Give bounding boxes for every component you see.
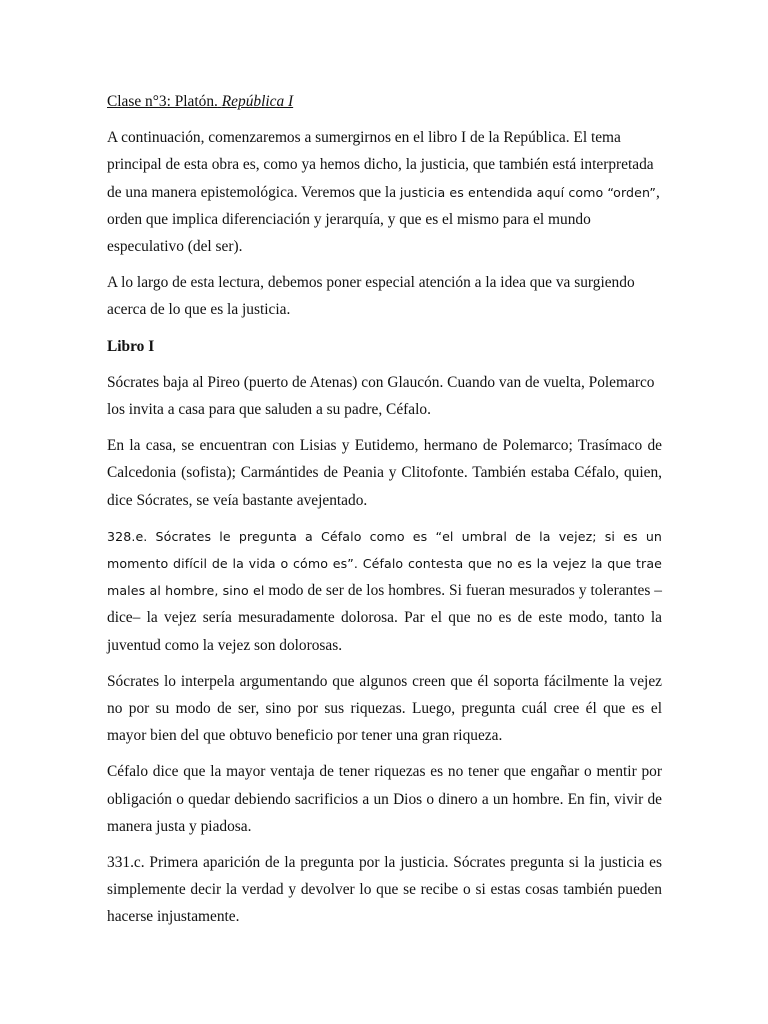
section-paragraph-4: Sócrates lo interpela argumentando que algunos creen que él soporta fácilmente la vejez no por su modo de ser, sino por sus riquezas. Luego, pregunta cuál cree él que es el mayor bien del que obtuvo beneficio por tener una gran riqueza. — [107, 672, 662, 745]
section-p3-part-a: 328.e. Sócrates le pregunta a Céfalo como es “el umbral de la vejez; si es un momento difícil de la vida o cómo es”. Céfalo contesta que no es la vejez la que trae males al hombre, sino el — [107, 528, 662, 599]
section-paragraph-3 — [107, 523, 662, 659]
section-paragraph-1: Sócrates baja al Pireo (puerto de Atenas) con Glaucón. Cuando van de vuelta, Polemarco los invita a casa para que saluden a su padre, Céfalo. — [107, 373, 655, 419]
section-paragraph-5: Céfalo dice que la mayor ventaja de tener riquezas es no tener que engañar o mentir por obligación o quedar debiendo sacrificios a un Dios o dinero a un hombre. En fin, vivir de manera justa y piadosa. — [107, 763, 662, 835]
intro-p1-part-c: , orden que implica diferenciación y jerarquía, y que es el mismo para el mundo especulativo (del ser). — [107, 183, 660, 256]
title-prefix: Clase n°3: Platón. — [107, 93, 218, 110]
intro-p1-part-b: justicia es entendida aquí como “orden” — [399, 184, 656, 200]
document-title — [107, 88, 662, 115]
intro-p1-part-a: A continuación, comenzaremos a sumergirnos en el libro I de la República. El tema principal de esta obra es, como ya hemos dicho, la justicia, que también está interpretada de una manera epistemológica. Veremos que la — [107, 129, 654, 201]
title-work: República I — [221, 93, 294, 110]
document-page — [107, 88, 662, 940]
intro-paragraph-2: A lo largo de esta lectura, debemos poner especial atención a la idea que va surgiendo acerca de lo que es la justicia. — [107, 274, 635, 319]
intro-paragraph-1 — [107, 124, 662, 260]
section-paragraph-6: 331.c. Primera aparición de la pregunta por la justicia. Sócrates pregunta si la justicia es simplemente decir la verdad y devolver lo que se recibe o si estas cosas también pueden hacerse injustamente. — [107, 854, 662, 926]
section-paragraph-2: En la casa, se encuentran con Lisias y Eutidemo, hermano de Polemarco; Trasímaco de Calcedonia (sofista); Carmántides de Peania y Clitofonte. También estaba Céfalo, quien, dice Sócrates, se veía bastante avejentado. — [107, 437, 662, 509]
section-heading: Libro I — [107, 337, 155, 355]
section-p3-part-b: modo de ser de los hombres. Si fueran mesurados y tolerantes –dice– la vejez sería mesuradamente dolorosa. Par el que no es de este modo, tanto la juventud como la vejez son dolorosas. — [107, 582, 662, 654]
